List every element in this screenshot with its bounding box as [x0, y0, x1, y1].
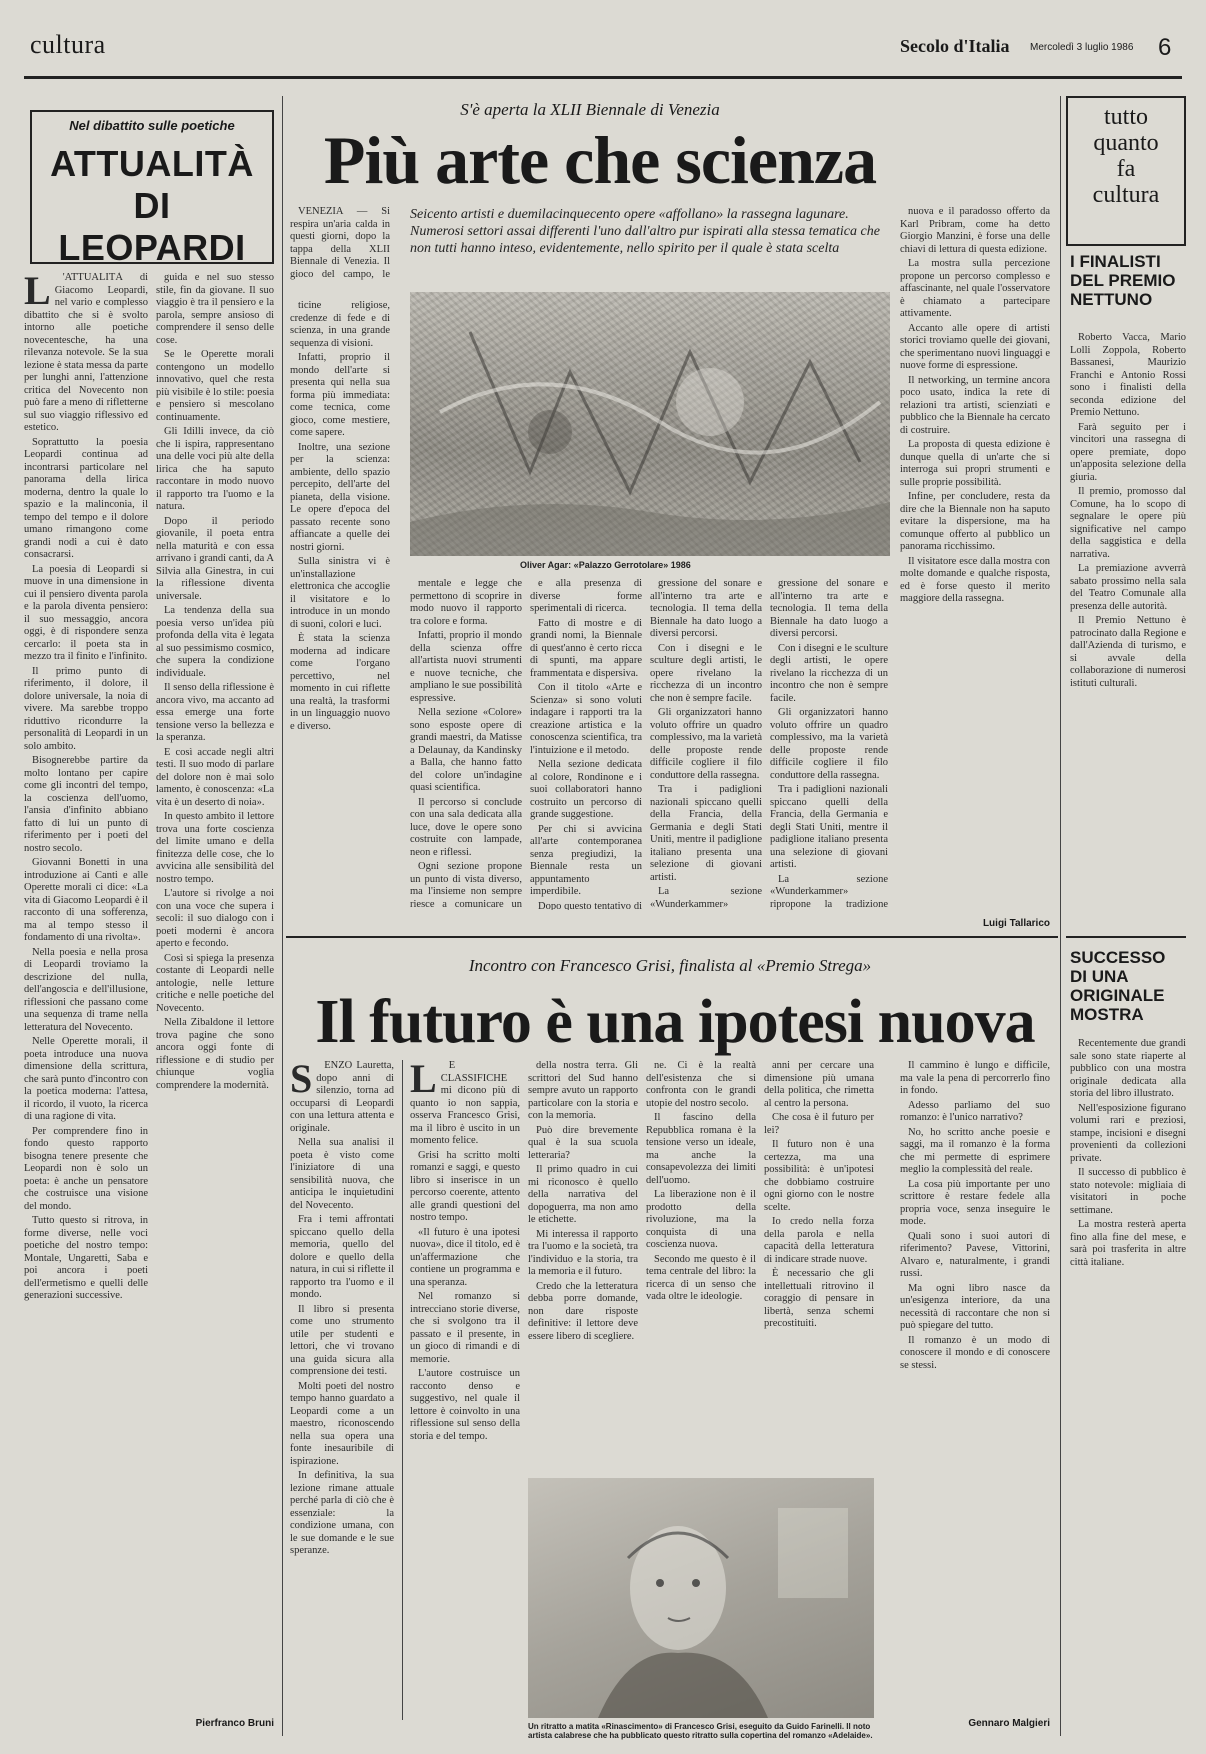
paragraph: Infine, per concludere, resta da dire che la Biennale non ha saputo evitare la dispersione, ma ha comunque offerto al pubblico un panorama ricchissimo. [900, 491, 1050, 552]
biennale-colf-body [900, 206, 1050, 606]
paragraph: Nella sezione «Colore» sono esposte opere di grandi maestri, da Matisse a Delaunay, da Kandinsky a Balla, che hanno fatto del colore un'indagine quasi scientifica. [410, 707, 522, 793]
paragraph: Roberto Vacca, Mario Lolli Zoppola, Roberto Bassanesi, Maurizio Franchi e Antonio Rossi sono i finalisti della seconda edizione del Premio Nettuno. [1070, 332, 1186, 418]
paragraph: Così si spiega la presenza costante di Leopardi nelle antologie, nelle letture critiche e nelle poetiche del Novecento. [156, 952, 274, 1014]
biennale-colb-body [410, 578, 522, 910]
paragraph: In definitiva, la sua lezione rimane attuale perché parla di ciò che è essenziale: la condizione umana, con le sue domande e le sue speranze. [290, 1470, 394, 1556]
paragraph: Gli organizzatori hanno voluto offrire un quadro complessivo, ma la varietà delle proposte rende difficile cogliere il filo conduttore della rassegna. [650, 707, 762, 781]
grisi-column-2 [528, 1060, 638, 1470]
paragraph: Infatti, proprio il mondo dell'arte si presenta qui nella sua forma più immediata: come tecnica, come gioco, come mestiere, come sapere. [290, 352, 390, 438]
sidebar-item1-text [1070, 332, 1186, 922]
paragraph: Secondo me questo è il tema centrale del libro: la ricerca di un senso che vada oltre le ideologie. [646, 1253, 756, 1302]
paragraph: gressione del sonare e all'interno tra arte e tecnologia. Il tema della Biennale ha dato luogo a diversi percorsi. [770, 578, 888, 639]
paragraph: No, ho scritto anche poesie e saggi, ma il romanzo è la forma che mi permette di esprimere meglio la complessità del reale. [900, 1126, 1050, 1175]
right-column-divider [1060, 96, 1061, 1736]
paragraph: Il visitatore esce dalla mostra con molte domande e qualche risposta, ed è forse questo il merito maggiore della rassegna. [900, 555, 1050, 604]
paragraph: È stata la scienza moderna ad indicare come l'organo percettivo, nel momento in cui riflette una realtà, la trasformi in un linguaggio nuovo e diverso. [290, 633, 390, 732]
biennale-cola-body [290, 300, 390, 733]
issue-date: Mercoledì 3 luglio 1986 [1030, 42, 1134, 53]
leopardi-col1-body [24, 272, 148, 1303]
biennale-deck: Seicento artisti e duemilacinquecento opere «affollano» la rassegna lagunare. Numerosi settori assai differenti l'uno dall'altro pur ispirati alla stessa tematica che non tutti hanno inteso, evidentemente, nello spirito per il quale è stata scelta [410, 207, 880, 256]
paragraph: Nella poesia e nella prosa di Leopardi troviamo la descrizione del nulla, dell'angoscia e dell'illusione, riflessioni che passano come una sequenza di trame nella letteratura del Novecento. [24, 946, 148, 1033]
paragraph: Accanto alle opere di artisti storici troviamo quelle dei giovani, che sperimentano nuovi linguaggi e nuove forme di espressione. [900, 322, 1050, 371]
leopardi-col2-body [156, 272, 274, 1092]
paragraph: Ogni sezione propone un punto di vista diverso, ma l'insieme non sempre riesce a comunicare un [410, 861, 522, 910]
paragraph: Sulla sinistra vi è un'installazione elettronica che accoglie il visitatore e lo introduce in un mondo di suoni, colori e luci. [290, 556, 390, 630]
paragraph: Con i disegni e le sculture degli artisti, le opere rivelano la ricchezza di un incontro che non è sempre facile. [770, 642, 888, 704]
sidebar-title-line4: cultura [1092, 182, 1160, 208]
biennale-colc-body [530, 578, 642, 910]
paragraph: Il futuro non è una certezza, ma una possibilità: è un'ipotesi che dobbiamo costruire ogni giorno con le nostre scelte. [764, 1139, 874, 1213]
artwork-illustration [410, 292, 890, 556]
paragraph: Tra i padiglioni nazionali spiccano quelli della Francia, della Germania e degli Stati Uniti, mentre il padiglione italiano presenta una selezione di giovani artisti. [770, 784, 888, 870]
paragraph: della nostra terra. Gli scrittori del Sud hanno sempre avuto un rapporto particolare con la storia e con la memoria. [528, 1060, 638, 1121]
sidebar-separator [1066, 936, 1186, 938]
paragraph: ticine religiose, credenze di fede e di scienza, in una grande sequenza di visioni. [290, 300, 390, 349]
paragraph: Per comprendere fino in fondo questo rapporto bisogna tenere presente che Leopardi non è solo un poeta: è anche un pensatore che costruisce una visione del mondo. [24, 1125, 148, 1212]
paragraph: Fatto di mostre e di grandi nomi, la Biennale di quest'anno è certo ricca di spunti, ma appare frammentata e dispersiva. [530, 617, 642, 679]
biennale-column-a [290, 300, 390, 910]
biennale-artwork-photo [410, 292, 890, 556]
paragraph: Il senso della riflessione è ancora vivo, ma accanto ad essa emerge una forte tensione verso la bellezza e la speranza. [156, 682, 274, 743]
paragraph: VENEZIA — Si respira un'aria calda in questi giorni, dopo la tappa della XLII Biennale di Venezia. Il gioco del campo, le [290, 206, 390, 280]
leopardi-column-2 [156, 272, 274, 1712]
paragraph: Soprattutto la poesia Leopardi continua ad incontrarsi particolare nel panorama della lirica moderna, dentro la quale lo spazio e la malinconia, il tempo del tempo e il dolore umano rimangono come grandi nodi a cui è dato consacrarsi. [24, 436, 148, 560]
biennale-cole-body [770, 578, 888, 910]
paragraph: gressione del sonare e all'interno tra arte e tecnologia. Il tema della Biennale ha dato luogo a diversi percorsi. [650, 578, 762, 639]
grisi-left-divider [402, 1060, 403, 1720]
paragraph: Farà seguito per i vincitori una rassegna di opere premiate, dopo un'apposita selezione della giuria. [1070, 421, 1186, 483]
grisi-kicker: Incontro con Francesco Grisi, finalista al «Premio Strega» [468, 956, 872, 975]
leopardi-dropcap: L [24, 272, 51, 313]
paragraph: La proposta di questa edizione è dunque quella di un'arte che si interroga sui propri strumenti e sulle proprie possibilità. [900, 439, 1050, 488]
sidebar-title-line2: quanto [1093, 130, 1159, 156]
grisi-column-left [290, 1060, 394, 1710]
section-label: cultura [30, 30, 106, 59]
grisi-headline: Il futuro è una ipotesi nuova [315, 988, 1035, 1056]
paragraph: 'ATTUALITÀ di Giacomo Leopardi, nel vario e complesso dibattito che si è svolto intorno alle poetiche novecentesche, ha una rilevanza notevole. Se la sua lezione è stata messa da parte per lunghi anni, l'attenzione critica del Novecento non può fare a meno di rifletterne sul suo viaggio riflessivo ed estetico. [24, 272, 148, 433]
leopardi-headline: ATTUALITÀ DI LEOPARDI [50, 143, 254, 268]
paragraph: Adesso parliamo del suo romanzo: è l'unico narrativo? [900, 1099, 1050, 1123]
paragraph: In questo ambito il lettore trova una forte coscienza del limite umano e della finitezza delle cose, che lo avvicina alle sensibilità del nostro tempo. [156, 811, 274, 885]
paragraph: Credo che la letteratura debba porre domande, non dare risposte definitive: il lettore deve essere libero di scegliere. [528, 1280, 638, 1342]
paragraph: Recentemente due grandi sale sono state riaperte al pubblico con una mostra originale dedicata alla storia del libro illustrato. [1070, 1038, 1186, 1099]
paragraph: Il primo quadro in cui mi riconosco è quello della narrativa del dopoguerra, ma non amo le etichette. [528, 1164, 638, 1225]
grisi-author: Gennaro Malgieri [968, 1718, 1050, 1729]
biennale-column-d [650, 578, 762, 910]
paragraph: Per chi si avvicina all'arte contemporanea senza pregiudizi, la Biennale resta un appuntamento imperdibile. [530, 823, 642, 897]
paragraph: E CLASSIFICHE mi dicono più di quanto io non sappia, osserva Francesco Grisi, ma il libro è uscito in un momento felice. [410, 1060, 520, 1146]
paragraph: La cosa più importante per uno scrittore è restare fedele alla propria voce, senza inseguire le mode. [900, 1178, 1050, 1227]
biennale-column-c [530, 578, 642, 910]
paragraph: Nell'esposizione figurano volumi rari e preziosi, stampe, incisioni e disegni provenienti da collezioni private. [1070, 1102, 1186, 1164]
grisi-col3-body [646, 1060, 756, 1304]
paragraph: Il romanzo è un modo di conoscere il mondo e di conoscere se stessi. [900, 1334, 1050, 1371]
biennale-column-e [770, 578, 888, 910]
biennale-intro [290, 206, 390, 282]
paragraph: Può dire brevemente qual è la sua scuola letteraria? [528, 1124, 638, 1161]
sidebar-title-line1: tutto [1103, 104, 1148, 130]
paragraph: ENZO Lauretta, dopo anni di silenzio, torna ad occuparsi di Leopardi con una lettura attenta e originale. [290, 1060, 394, 1134]
grisi-colleft-body [290, 1060, 394, 1558]
paragraph: La poesia di Leopardi si muove in una dimensione in cui il pensiero diventa parola e la parola diventa pensiero: il suo messaggio, ancora oggi, è di rispondere senza cercarlo: il poeta sta in mezzo tra il finito e l'infinito. [24, 563, 148, 662]
paragraph: Con i disegni e le sculture degli artisti, le opere rivelano la ricchezza di un incontro che non è sempre facile. [650, 642, 762, 704]
grisi-portrait [528, 1478, 874, 1718]
paragraph: Bisognerebbe partire da molto lontano per capire come gli incontri del tempo, la coscienza dell'uomo, l'ansia d'infinito abbiano fatto di lui un punto di riferimento per i poeti del nostro secolo. [24, 755, 148, 854]
paragraph: Il libro si presenta come uno strumento utile per studenti e lettori, che vi trovano una guida sicura alla comprensione dei testi. [290, 1303, 394, 1377]
paragraph: Tutto questo si ritrova, in forme diverse, nelle voci poetiche del nostro tempo: Montale, Ungaretti, Saba e poi ancora i poeti dell'ermetismo e quelli delle generazioni successive. [24, 1215, 148, 1301]
sidebar-item2-body [1070, 1038, 1186, 1269]
grisi-col1-body [410, 1060, 520, 1443]
paragraph: La liberazione non è il prodotto della rivoluzione, ma la conquista di una coscienza nuova. [646, 1189, 756, 1250]
paragraph: Mi interessa il rapporto tra l'uomo e la società, tra l'individuo e la storia, tra la memoria e il futuro. [528, 1228, 638, 1277]
paper-name: Secolo d'Italia [900, 36, 1010, 56]
page-number: 6 [1158, 34, 1172, 61]
grisi-col4-body [764, 1060, 874, 1331]
paragraph: Inoltre, una sezione per la scienza: ambiente, dello spazio percepito, dell'arte del pianeta, della visione. Le opere d'epoca del passato recente sono affiancate a quelle dei nostri giorni. [290, 441, 390, 553]
paragraph: guida e nel suo stesso stile, fin da giovane. Il suo viaggio è tra il pensiero e la parola, sempre ansioso di comprendere il senso delle cose. [156, 272, 274, 346]
paragraph: Se le Operette morali contengono un modello innovativo, quel che resta più visibile è lo stile: poesia e pensiero si mescolano continuamente. [156, 349, 274, 423]
grisi-column-3 [646, 1060, 756, 1470]
biennale-photo-caption: Oliver Agar: «Palazzo Gerrotolare» 1986 [520, 560, 691, 570]
paragraph: Il percorso si conclude con una sala dedicata alla luce, dove le opere sono costruite con lampade, neon e riflessi. [410, 796, 522, 858]
paragraph: Nella sua analisi il poeta è visto come l'iniziatore di una sensibilità nuova, che anticipa le inquietudini del Novecento. [290, 1137, 394, 1211]
paragraph: Fra i temi affrontati spiccano quello della memoria, quello del dolore e quello della natura, in cui si riflette il rapporto tra l'uomo e il mondo. [290, 1214, 394, 1300]
sidebar-item2-headline: SUCCESSO DI UNA ORIGINALE MOSTRA [1070, 948, 1166, 1024]
paragraph: Io credo nella forza della parola e nella capacità della letteratura di indicare strade nuove. [764, 1216, 874, 1265]
paragraph: L'autore costruisce un racconto denso e suggestivo, nel quale il lettore è coinvolto in una riflessione sul senso della storia e del tempo. [410, 1368, 520, 1442]
paragraph: Che cosa è il futuro per lei? [764, 1112, 874, 1136]
grisi-col5-body [900, 1060, 1050, 1372]
masthead-rule [24, 76, 1182, 79]
grisi-dropcap-center: L [410, 1060, 437, 1101]
biennale-cold-body [650, 578, 762, 910]
paragraph: Il cammino è lungo e difficile, ma vale la pena di percorrerlo fino in fondo. [900, 1060, 1050, 1096]
paragraph: Infatti, proprio il mondo della scienza offre all'artista nuovi strumenti e nuove tecniche, che ampliano le sue possibilità espressive. [410, 630, 522, 704]
paragraph: Grisi ha scritto molti romanzi e saggi, e questo libro si inserisce in un percorso coerente, attento alle grandi questioni del nostro tempo. [410, 1149, 520, 1223]
leopardi-column-1 [24, 272, 148, 1740]
paragraph: Dopo questo tentativo di [538, 900, 642, 910]
biennale-column-f [900, 206, 1050, 920]
portrait-drawing [528, 1478, 874, 1718]
paragraph: La mostra sulla percezione propone un percorso complesso e affascinante, nel quale l'osservatore è chiamato a partecipare attivamente. [900, 258, 1050, 319]
paragraph: La tendenza della sua poesia verso un'idea più profonda della vita è legata al suo pessimismo cosmico, che supera la condizione individuale. [156, 605, 274, 679]
paragraph: mentale e legge che permettono di scoprire in modo nuovo il rapporto tra colore e forma. [410, 578, 522, 627]
sidebar-item1-headline: I FINALISTI DEL PREMIO NETTUNO [1070, 252, 1176, 309]
paragraph: Nella Zibaldone il lettore trova pagine che sono ancora oggi fonte di riflessione e di studio per chiunque voglia comprendere la modernità. [156, 1017, 274, 1091]
grisi-photo-caption: Un ritratto a matita «Rinascimento» di Francesco Grisi, eseguito da Guido Farinelli. Il noto artista calabrese che ha pubblicato questo ritratto sulla copertina del romanzo «Adelaide». [528, 1722, 873, 1740]
paragraph: nuova e il paradosso offerto da Karl Pribram, come ha detto Giorgio Manzini, è forse una delle chiavi di lettura di questa edizione. [900, 206, 1050, 255]
paragraph: Nel romanzo si intrecciano storie diverse, che si svolgono tra il passato e il presente, in un gioco di rimandi e di memorie. [410, 1291, 520, 1365]
grisi-col2-body [528, 1060, 638, 1343]
paragraph: Ma ogni libro nasce da un'esigenza interiore, da una necessità di raccontare che non si può spiegare del tutto. [900, 1282, 1050, 1331]
sidebar-title-box [1066, 96, 1186, 246]
paragraph: La sezione «Wunderkammer» ripropone la tradizione [770, 873, 888, 910]
leopardi-author: Pierfranco Bruni [195, 1718, 274, 1729]
paragraph: Il primo punto di riferimento, il dolore, il dolore universale, la noia di vivere. Ma sarebbe troppo riduttivo ricondurre la personalità di Leopardi in un solo ambito. [24, 665, 148, 752]
paragraph: L'autore si rivolge a noi con una voce che supera i secoli: il suo dialogo con i poeti moderni è ancora aperto e fecondo. [156, 888, 274, 949]
paragraph: «Il futuro è una ipotesi nuova», dice il titolo, ed è un'affermazione che contiene un programma e una speranza. [410, 1226, 520, 1288]
paragraph: Il Premio Nettuno è patrocinato dalla Regione e dall'Azienda di turismo, e si avvale della collaborazione di numerosi istituti culturali. [1070, 615, 1186, 689]
grisi-column-5 [900, 1060, 1050, 1710]
paragraph: È necessario che gli intellettuali ritrovino il coraggio di pensare in libertà, senza schemi precostituiti. [764, 1268, 874, 1329]
paragraph: Il premio, promosso dal Comune, ha lo scopo di segnalare le opere più significative nel campo della saggistica e della narrativa. [1070, 486, 1186, 560]
paragraph: Nella sezione dedicata al colore, Rondinone e i suoi collaboratori hanno costruito un percorso di grande suggestione. [530, 759, 642, 820]
sidebar-title-line3: fa [1116, 156, 1136, 182]
biennale-column-b [410, 578, 522, 910]
paragraph: La sezione «Wunderkammer» [650, 886, 762, 910]
paragraph: ne. Ci è la realtà dell'esistenza che si confronta con le grandi utopie del nostro secolo. [646, 1060, 756, 1109]
paragraph: Dopo il periodo giovanile, il poeta entra nella maturità e con essa arrivano i grandi canti, da A Silvia alla Ginestra, in cui la riflessione diventa universale. [156, 515, 274, 602]
paragraph: E così accade negli altri testi. Il suo modo di parlare del dolore non è mai solo lamento, è conoscenza: «La vita è un deserto di noia». [156, 746, 274, 808]
grisi-column-1 [410, 1060, 520, 1720]
left-column-divider [282, 96, 283, 1736]
leopardi-kicker: Nel dibattito sulle poetiche [69, 118, 235, 133]
grisi-dropcap-left: S [290, 1060, 313, 1101]
paragraph: Giovanni Bonetti in una introduzione ai Canti e alle Operette morali ci dice: «La vita di Giacomo Leopardi è il racconto di una sofferenza, ma al tempo stesso il fondamento di una rivolta». [24, 857, 148, 943]
biennale-intro-body [290, 206, 390, 282]
paragraph: Gli organizzatori hanno voluto offrire un quadro complessivo, ma la varietà delle proposte rende difficile cogliere il filo conduttore della rassegna. [770, 707, 888, 781]
paragraph: Il fascino della Repubblica romana è la tensione verso un ideale, ma anche la consapevolezza dei limiti dell'uomo. [646, 1112, 756, 1186]
paragraph: Nelle Operette morali, il poeta introduce una nuova dimensione della scrittura, che sarà punto d'incontro con la poetica moderna: l'attesa, il ricordo, il vuoto, la ricerca di una ragione di vita. [24, 1036, 148, 1122]
paragraph: e alla presenza di diverse forme sperimentali di ricerca. [530, 578, 642, 614]
sidebar-item2-text [1070, 1038, 1186, 1728]
biennale-kicker: S'è aperta la XLII Biennale di Venezia [460, 100, 720, 119]
paragraph: anni per cercare una dimensione più umana della politica, che rimetta al centro la persona. [764, 1060, 874, 1109]
paragraph: Il successo di pubblico è stato notevole: migliaia di visitatori in poche settimane. [1070, 1167, 1186, 1216]
paragraph: La mostra resterà aperta fino alla fine del mese, e sarà poi trasferita in altre città italiane. [1070, 1219, 1186, 1268]
sidebar-item1-body [1070, 332, 1186, 690]
paragraph: Quali sono i suoi autori di riferimento? Pavese, Vittorini, Alvaro e, naturalmente, i grandi russi. [900, 1230, 1050, 1279]
paragraph: Gli Idilli invece, da ciò che li ispira, rappresentano una delle voci più alte della lirica che ha saputo raccontare in modo nuovo il rapporto tra l'uomo e la natura. [156, 426, 274, 512]
paragraph: Tra i padiglioni nazionali spiccano quelli della Francia, della Germania e degli Stati Uniti, mentre il padiglione italiano presenta una selezione di giovani artisti. [650, 784, 762, 883]
biennale-bottom-rule [286, 936, 1058, 938]
biennale-headline: Più arte che scienza [323, 122, 877, 198]
paragraph: Con il titolo «Arte e Scienza» si sono voluti indagare i rapporti tra la creazione artistica e la conoscenza scientifica, tra l'intuizione e il metodo. [530, 682, 642, 756]
paragraph: Molti poeti del nostro tempo hanno guardato a Leopardi come a un maestro, riconoscendo nella sua opera una fonte inesauribile di ispirazione. [290, 1380, 394, 1467]
paragraph: Il networking, un termine ancora poco usato, indica la rete di relazioni tra artisti, scienziati e pubblico che la Biennale ha cercato di costruire. [900, 374, 1050, 436]
biennale-author: Luigi Tallarico [982, 918, 1050, 929]
leopardi-headline-box [30, 110, 274, 268]
paragraph: La premiazione avverrà sabato prossimo nella sala del Teatro Comunale alla presenza delle autorità. [1070, 563, 1186, 612]
